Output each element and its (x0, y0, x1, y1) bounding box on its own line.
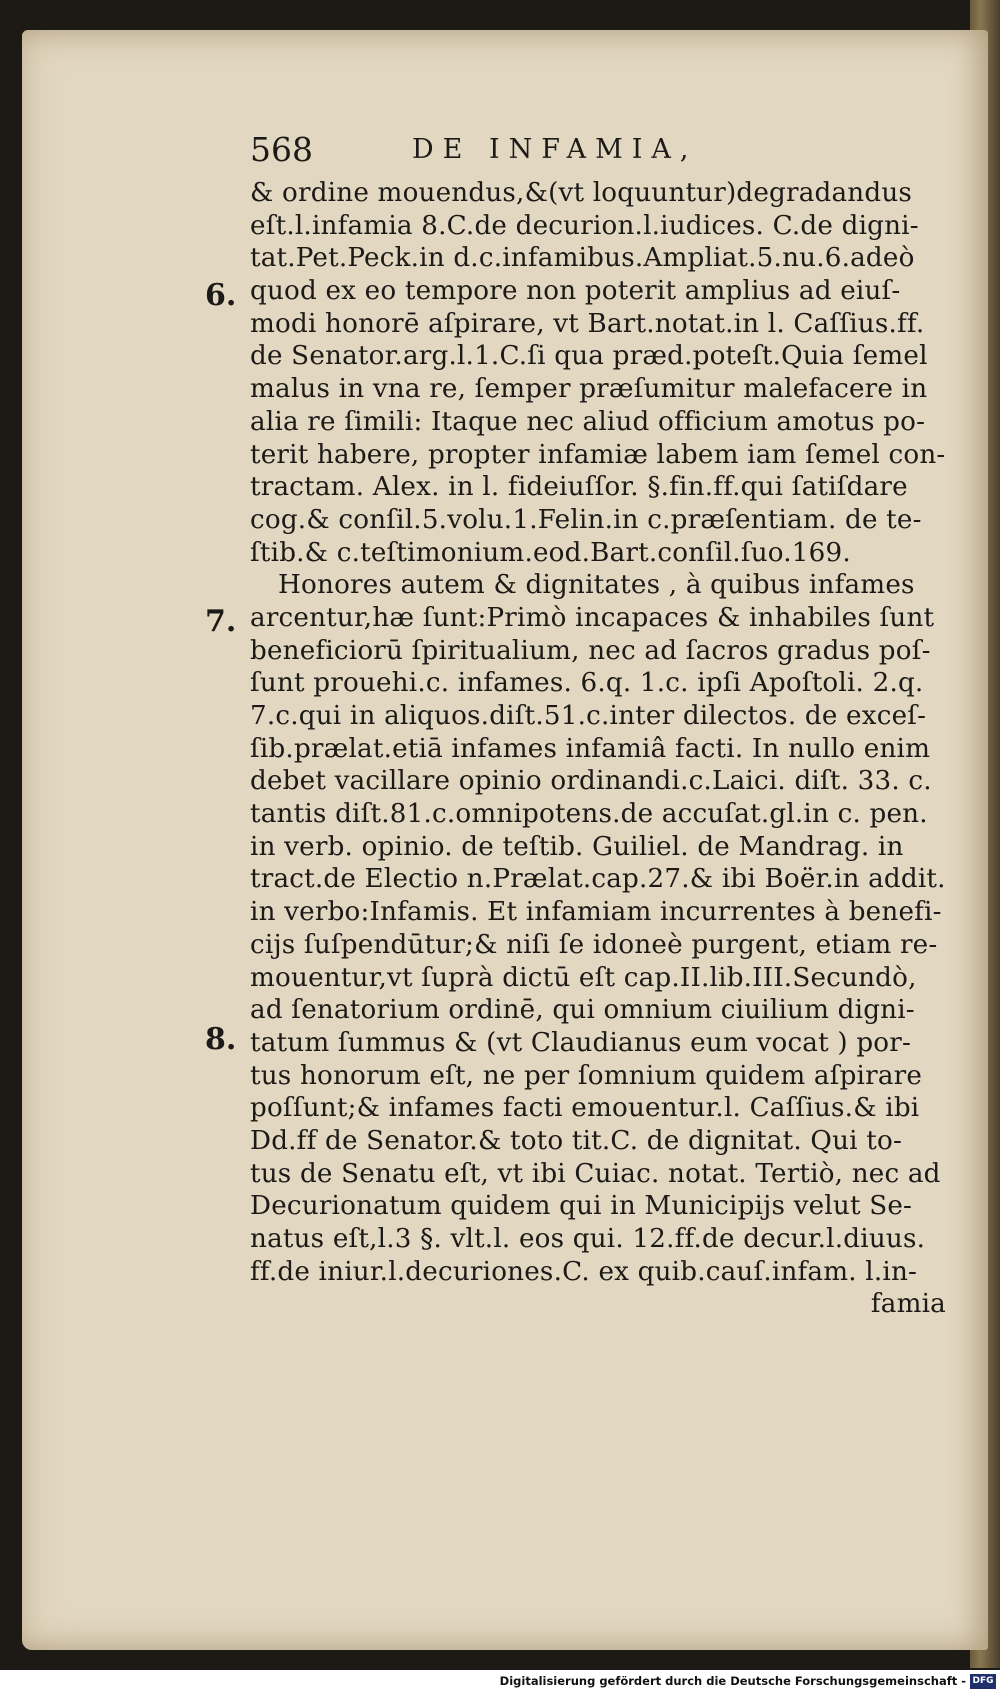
text-line: quod ex eo tempore non poterit amplius ad eiuſ- (250, 276, 901, 307)
body-text (250, 177, 946, 1321)
text-line: tus honorum eſt, ne per ſomnium quidem aſpirare (250, 1060, 923, 1091)
text-line: ſtib.& c.teſtimonium.eod.Bart.conſil.ſuo.169. (250, 537, 851, 568)
text-line: tat.Pet.Peck.in d.c.infamibus.Ampliat.5.nu.6.adeò (250, 243, 915, 274)
text-line: cijs ſuſpendūtur;& niſi ſe idoneè purgent, etiam re- (250, 929, 938, 960)
text-line: Decurionatum quidem qui in Municipijs velut Se- (250, 1191, 913, 1222)
text-line: tatum ſummus & (vt Claudianus eum vocat ) por- (250, 1027, 912, 1058)
text-line: ff.de iniur.l.decuriones.C. ex quib.cauſ.infam. l.in- (250, 1256, 918, 1287)
text-line: debet vacillare opinio ordinandi.c.Laici. diſt. 33. c. (250, 766, 932, 797)
digitization-footer (0, 1670, 1000, 1695)
text-line: poſſunt;& infames facti emouentur.l. Caſſius.& ibi (250, 1093, 920, 1124)
margin-number-8: 8. (205, 1022, 237, 1057)
funding-credit: Digitalisierung gefördert durch die Deutsche Forschungsgemeinschaft - (499, 1674, 966, 1688)
text-line: cog.& conſil.5.volu.1.Felin.in c.præſentiam. de te- (250, 504, 922, 535)
text-line: tractam. Alex. in l. fideiuſſor. §.fin.ff.qui ſatiſdare (250, 472, 908, 503)
text-line: beneficiorū ſpiritualium, nec ad ſacros gradus poſ- (250, 635, 931, 666)
text-line: Dd.ff de Senator.& toto tit.C. de dignitat. Qui to- (250, 1125, 902, 1156)
text-line: mouentur,vt ſuprà dictū eſt cap.II.lib.III.Secundò, (250, 962, 917, 993)
text-line: tus de Senatu eſt, vt ibi Cuiac. notat. Tertiò, nec ad (250, 1158, 941, 1189)
text-line: tantis diſt.81.c.omnipotens.de accuſat.gl.in c. pen. (250, 799, 928, 830)
text-line: terit habere, propter infamiæ labem iam ſemel con- (250, 439, 946, 470)
margin-number-7: 7. (205, 604, 237, 639)
text-line: ſib.prælat.etiā infames infamiâ facti. In nullo enim (250, 733, 931, 764)
text-line: & ordine mouendus,&(vt loquuntur)degradandus (250, 178, 913, 208)
text-line: malus in vna re, ſemper præſumitur malefacere in (250, 374, 928, 405)
page-number: 568 (250, 130, 313, 169)
text-line: alia re ſimili: Itaque nec aliud officium amotus po- (250, 406, 926, 437)
text-line: arcentur,hæ ſunt:Primò incapaces & inhabiles ſunt (250, 602, 935, 633)
text-line: 7.c.qui in aliquos.diſt.51.c.inter dilectos. de exceſ- (250, 701, 927, 731)
text-line: modi honorē aſpirare, vt Bart.notat.in l. Caſſius.ff. (250, 308, 925, 339)
dfg-logo: DFG (970, 1674, 996, 1689)
margin-number-6: 6. (205, 278, 237, 313)
text-line: tract.de Electio n.Prælat.cap.27.& ibi Boër.in addit. (250, 864, 946, 895)
paragraph-first-line: Honores autem & dignitates , à quibus infames (278, 570, 915, 601)
page-header (250, 130, 810, 174)
text-line: eſt.l.infamia 8.C.de decurion.l.iudices. C.de digni- (250, 210, 919, 241)
text-line: de Senator.arg.l.1.C.ſi qua præd.poteſt.Quia ſemel (250, 341, 928, 372)
catchword: famia (870, 1289, 946, 1320)
text-line: in verbo:Infamis. Et infamiam incurrentes à benefi- (250, 897, 942, 928)
running-title: DE INFAMIA, (412, 134, 698, 165)
text-line: in verb. opinio. de teſtib. Guiliel. de Mandrag. in (250, 831, 904, 862)
text-line: ad ſenatorium ordinē, qui omnium ciuilium digni- (250, 995, 915, 1026)
text-line: ſunt prouehi.c. infames. 6.q. 1.c. ipſi Apoſtoli. 2.q. (250, 668, 924, 699)
text-line: natus eſt,l.3 §. vlt.l. eos qui. 12.ff.de decur.l.diuus. (250, 1224, 926, 1254)
